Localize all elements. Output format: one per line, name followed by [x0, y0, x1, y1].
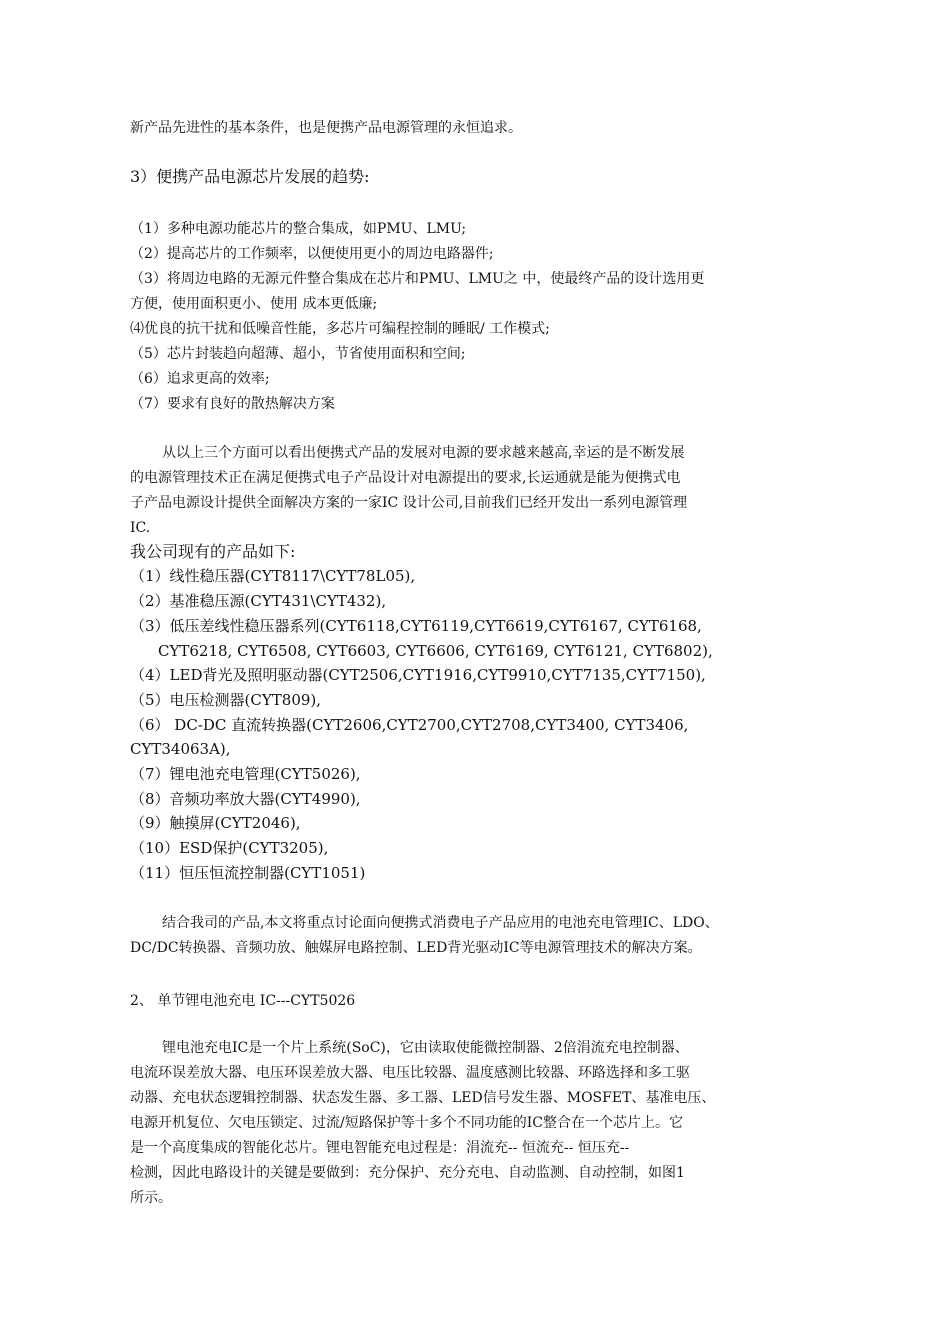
- product-item-continued: CYT34063A),: [130, 740, 231, 758]
- trend-item: （3）将周边电路的无源元件整合集成在芯片和PMU、LMU之 中，使最终产品的设计选用更: [130, 271, 705, 287]
- product-item: （7）锂电池充电管理(CYT5026),: [130, 765, 361, 783]
- product-item: （1）线性稳压器(CYT8117\CYT78L05),: [130, 567, 416, 585]
- trend-item: （7）要求有良好的散热解决方案: [130, 396, 335, 412]
- product-item: （3）低压差线性稳压器系列(CYT6118,CYT6119,CYT6619,CYT6167, CYT6168,: [130, 617, 702, 635]
- product-item: （9）触摸屏(CYT2046),: [130, 814, 301, 832]
- paragraph-line: 子产品电源设计提供全面解决方案的一家IC 设计公司,目前我们已经开发出一系列电源管理: [130, 495, 688, 511]
- product-item: （8）音频功率放大器(CYT4990),: [130, 790, 361, 808]
- product-item: （11）恒压恒流控制器(CYT1051): [130, 864, 366, 882]
- paragraph-line: 电流环误差放大器、电压环误差放大器、电压比较器、温度感测比较器、环路选择和多工驱: [130, 1065, 690, 1081]
- product-item: （4）LED背光及照明驱动器(CYT2506,CYT1916,CYT9910,CYT7135,CYT7150),: [130, 666, 706, 684]
- paragraph-line: 是一个高度集成的智能化芯片。锂电智能充电过程是：涓流充-- 恒流充-- 恒压充--: [130, 1140, 630, 1156]
- products-title: 我公司现有的产品如下:: [130, 542, 296, 561]
- section2-title: 2、 单节锂电池充电 IC---CYT5026: [130, 993, 356, 1009]
- product-item: （6） DC-DC 直流转换器(CYT2606,CYT2700,CYT2708,CYT3400, CYT3406,: [130, 716, 689, 734]
- trend-item: 方便，使用面积更小、使用 成本更低廉;: [130, 296, 378, 312]
- trend-item: （2）提高芯片的工作频率，以便使用更小的周边电路器件;: [130, 246, 494, 262]
- paragraph-line: 结合我司的产品,本文将重点讨论面向便携式消费电子产品应用的电池充电管理IC、LDO、: [162, 915, 719, 931]
- intro-tail-line: 新产品先进性的基本条件，也是便携产品电源管理的永恒追求。: [130, 120, 522, 136]
- product-item: （5）电压检测器(CYT809),: [130, 691, 322, 709]
- section3-title: 3）便携产品电源芯片发展的趋势:: [130, 167, 370, 186]
- paragraph-line: 锂电池充电IC是一个片上系统(SoC)，它由读取使能微控制器、2倍涓流充电控制器、: [162, 1040, 689, 1056]
- paragraph-line: 的电源管理技术正在满足便携式电子产品设计对电源提出的要求,长运通就是能为便携式电: [130, 470, 681, 486]
- paragraph-line: 动器、充电状态逻辑控制器、状态发生器、多工器、LED信号发生器、MOSFET、基准电压、: [130, 1090, 716, 1106]
- paragraph-line: 检测，因此电路设计的关键是要做到：充分保护、充分充电、自动监测、自动控制，如图1: [130, 1165, 685, 1181]
- product-item: （10）ESD保护(CYT3205),: [130, 839, 329, 857]
- paragraph-line: DC/DC转换器、音频功放、触媒屏电路控制、LED背光驱动IC等电源管理技术的解决方案。: [130, 940, 702, 956]
- trend-item: ⑷优良的抗干扰和低噪音性能，多芯片可编程控制的睡眠/ 工作模式;: [130, 321, 550, 337]
- product-item-continued: CYT6218, CYT6508, CYT6603, CYT6606, CYT6169, CYT6121, CYT6802),: [158, 642, 713, 660]
- trend-item: （5）芯片封装趋向超薄、超小，节省使用面积和空间;: [130, 346, 466, 362]
- trend-item: （1）多种电源功能芯片的整合集成，如PMU、LMU;: [130, 221, 467, 237]
- paragraph-line: 所示。: [130, 1190, 172, 1206]
- trend-item: （6）追求更高的效率;: [130, 371, 270, 387]
- paragraph-line: 电源开机复位、欠电压锁定、过流/短路保护等十多个不同功能的IC整合在一个芯片上。它: [130, 1115, 683, 1131]
- product-item: （2）基准稳压源(CYT431\CYT432),: [130, 592, 387, 610]
- paragraph-line: IC.: [130, 520, 151, 536]
- paragraph-line: 从以上三个方面可以看出便携式产品的发展对电源的要求越来越高,幸运的是不断发展: [162, 445, 685, 461]
